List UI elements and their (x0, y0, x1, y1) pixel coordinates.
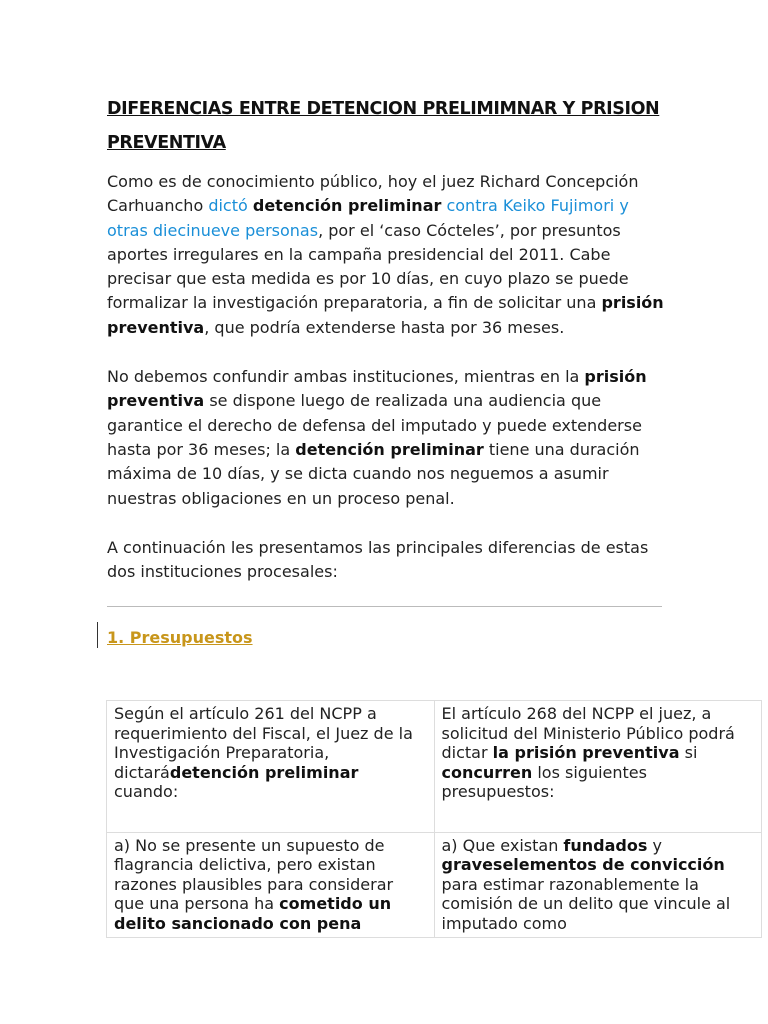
cell-text: a) No se presente un supuesto de flagrancia delictiva, pero existan razones plausibles para considerar que una persona ha (114, 835, 394, 913)
table-cell-detencion-a (107, 832, 435, 938)
intro-text-2: , por el ‘caso Cócteles’, por presuntos aportes irregulares en la campaña presidencial del 2011. Cabe precisar que esta medida es por 10 días, en cuyo plazo se puede formalizar la investigación preparatoria, a fin de solicitar una (107, 220, 629, 313)
comparison-text-3: tiene una duración máxima de 10 días, y se dicta cuando nos neguemos a asumir nuestras obligaciones en un proceso penal. (107, 439, 640, 508)
cell-text: cuando: (114, 782, 179, 801)
cell-bold: graveselementos de convicción (441, 855, 725, 874)
table-cell-prision-intro (434, 701, 762, 833)
table-cell-prision-a (434, 832, 762, 938)
table-cell-detencion-intro (107, 701, 435, 833)
cell-text: si (679, 743, 698, 762)
cell-text: los siguientes presupuestos: (441, 762, 647, 801)
news-link-bold[interactable]: detención preliminar (252, 196, 442, 216)
comparison-text-1: No debemos confundir ambas instituciones, mientras en la (107, 367, 585, 387)
text-cursor (97, 622, 98, 648)
cell-bold: fundados (563, 835, 648, 855)
cell-text: El artículo 268 del NCPP el juez, a solicitud del Ministerio Público podrá dictar (441, 704, 735, 762)
paragraph-intro (107, 170, 667, 340)
section-heading-presupuestos (107, 627, 667, 649)
cell-bold: detención preliminar (169, 762, 359, 782)
cell-bold: la prisión preventiva (492, 743, 680, 762)
cell-bold: cometido un delito sancionado con pena (114, 894, 392, 933)
cell-text: para estimar razonablemente la comisión de un delito que vincule al imputado como (441, 874, 731, 933)
comparison-text-2: se dispone luego de realizada una audiencia que garantice el derecho de defensa del imputado y puede extenderse hasta por 36 meses; la (107, 391, 642, 459)
table-row (107, 832, 762, 938)
paragraph-continuation: A continuación les presentamos las principales diferencias de estas dos instituciones procesales: (107, 537, 649, 582)
intro-text-1: Como es de conocimiento público, hoy el juez Richard Concepción Carhuancho (107, 172, 639, 216)
comparison-bold-detencion: detención preliminar (295, 439, 484, 459)
cell-text: a) Que existan (441, 835, 564, 855)
news-link-text-2[interactable]: contra Keiko Fujimori y otras diecinueve personas (107, 196, 629, 240)
cell-text: Según el artículo 261 del NCPP a requerimiento del Fiscal, el Juez de la Investigación Preparatoria, dictará (114, 704, 413, 782)
news-link-text-1[interactable]: dictó (208, 196, 253, 216)
intro-bold-prision: prisión preventiva (107, 293, 664, 337)
intro-text-3: , que podría extenderse hasta por 36 meses. (204, 317, 565, 337)
comparison-table (106, 700, 762, 938)
document-body (107, 92, 667, 649)
section-heading-text: 1. Presupuestos (107, 628, 253, 648)
paragraph-comparison (107, 365, 667, 511)
section-divider (107, 606, 662, 607)
cell-bold: concurren (441, 762, 533, 782)
title-line-2: PREVENTIVA (107, 133, 226, 153)
comparison-bold-prision: prisión preventiva (107, 367, 647, 411)
cell-text: y (647, 835, 662, 855)
document-title (107, 92, 667, 160)
table-row (107, 701, 762, 833)
title-line-1: DIFERENCIAS ENTRE DETENCION PRELIMIMNAR Y PRISION (107, 99, 660, 119)
